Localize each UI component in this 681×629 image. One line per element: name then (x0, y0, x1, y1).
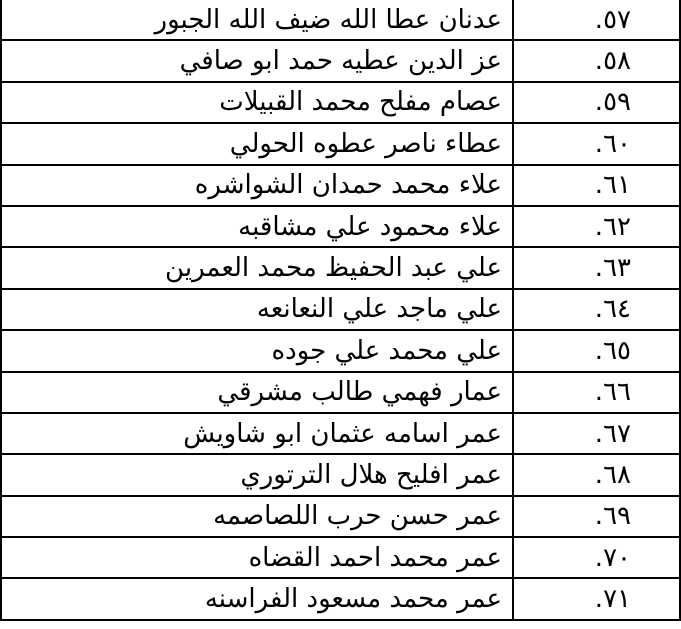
row-number-dot: . (594, 294, 604, 325)
row-number-cell (513, 165, 680, 206)
row-number-dot: . (594, 253, 604, 284)
table-row (1, 123, 680, 164)
row-number-cell (513, 578, 680, 619)
row-number-cell (513, 537, 680, 578)
row-number-cell (513, 454, 680, 495)
name-cell: عمر محمد مسعود الفراسنه (1, 578, 513, 619)
row-number: ٦٠ (603, 128, 631, 159)
row-number: ٦٨ (603, 459, 631, 490)
row-number-dot: . (594, 4, 604, 35)
name-cell: علي ماجد علي النعانعه (1, 289, 513, 330)
row-number-dot: . (594, 501, 604, 532)
row-number: ٥٨ (603, 46, 631, 77)
table-row (1, 289, 680, 330)
row-number: ٦٣ (603, 253, 631, 284)
name-cell: علي عبد الحفيظ محمد العمرين (1, 247, 513, 288)
name-cell: علاء محمود علي مشاقبه (1, 206, 513, 247)
row-number: ٧١ (603, 584, 631, 615)
table-row (1, 330, 680, 371)
row-number-dot: . (594, 46, 604, 77)
table-row (1, 578, 680, 619)
row-number-cell (513, 413, 680, 454)
row-number: ٦١ (603, 170, 631, 201)
table-row (1, 454, 680, 495)
table-row (1, 206, 680, 247)
table-row (1, 372, 680, 413)
name-cell: عمر حسن حرب اللصاصمه (1, 496, 513, 537)
row-number-cell (513, 123, 680, 164)
row-number: ٦٤ (603, 294, 631, 325)
row-number-dot: . (594, 542, 604, 573)
row-number-dot: . (594, 211, 604, 242)
name-cell: علاء محمد حمدان الشواشره (1, 165, 513, 206)
name-cell: عمر اسامه عثمان ابو شاويش (1, 413, 513, 454)
row-number: ٦٢ (603, 211, 631, 242)
row-number-dot: . (594, 335, 604, 366)
row-number-cell (513, 247, 680, 288)
name-cell: عمر افليح هلال الترتوري (1, 454, 513, 495)
row-number-cell (513, 330, 680, 371)
name-cell: عطاء ناصر عطوه الحولي (1, 123, 513, 164)
row-number-dot: . (594, 170, 604, 201)
row-number-cell (513, 496, 680, 537)
row-number-cell (513, 0, 680, 40)
name-cell: عمار فهمي طالب مشرقي (1, 372, 513, 413)
row-number: ٧٠ (603, 542, 631, 573)
row-number-dot: . (594, 584, 604, 615)
row-number-dot: . (594, 377, 604, 408)
table-row (1, 413, 680, 454)
table-row (1, 247, 680, 288)
row-number-cell (513, 372, 680, 413)
table-row (1, 496, 680, 537)
row-number-dot: . (594, 459, 604, 490)
row-number-cell (513, 289, 680, 330)
row-number-cell (513, 206, 680, 247)
row-number-dot: . (594, 418, 604, 449)
row-number: ٦٧ (603, 418, 631, 449)
name-cell: عز الدين عطيه حمد ابو صافي (1, 40, 513, 81)
table-row (1, 537, 680, 578)
name-cell: علي محمد علي جوده (1, 330, 513, 371)
names-table-body (1, 0, 680, 620)
name-cell: عدنان عطا الله ضيف الله الجبور (1, 0, 513, 40)
table-row (1, 165, 680, 206)
table-row (1, 82, 680, 123)
row-number-cell (513, 82, 680, 123)
table-row (1, 0, 680, 40)
row-number: ٦٩ (603, 501, 631, 532)
row-number: ٦٥ (603, 335, 631, 366)
name-cell: عصام مفلح محمد القبيلات (1, 82, 513, 123)
name-cell: عمر محمد احمد القضاه (1, 537, 513, 578)
row-number-cell (513, 40, 680, 81)
row-number-dot: . (594, 87, 604, 118)
row-number: ٦٦ (603, 377, 631, 408)
table-row (1, 40, 680, 81)
row-number-dot: . (594, 128, 604, 159)
row-number: ٥٩ (603, 87, 631, 118)
row-number: ٥٧ (603, 4, 631, 35)
